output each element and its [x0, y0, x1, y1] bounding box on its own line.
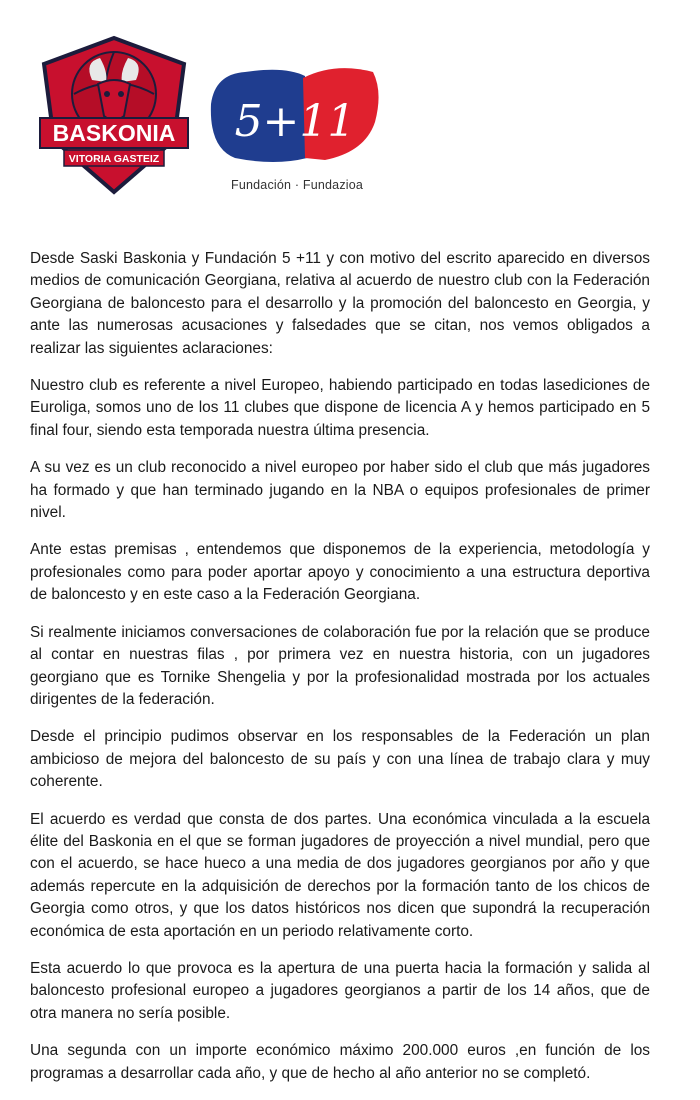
- paragraph: Nuestro club es referente a nivel Europeo, habiendo participado en todas lasediciones de Euroliga, somos uno de los 11 clubes que dispone de licencia A y hemos participado en 5 final four, siendo esta temporada nuestra última presencia.: [30, 377, 650, 439]
- fundacion-mark: 5+11: [234, 96, 356, 147]
- baskonia-city: VITORIA GASTEIZ: [68, 153, 160, 165]
- baskonia-logo: [34, 32, 194, 202]
- paragraph: Si realmente iniciamos conversaciones de colaboración fue por la relación que se produce al contar en nuestras filas , por primera vez en nuestra historia, con un jugadores georgiano que es Tornike Shengelia y por la profesionalidad mostrada por los actuales dirigentes de la federación.: [30, 623, 650, 708]
- paragraph: Desde el principio pudimos observar en los responsables de la Federación un plan ambicioso de mejora del baloncesto de su país y con una línea de trabajo clara y muy coherente.: [30, 728, 650, 791]
- paragraph: A su vez es un club reconocido a nivel europeo por haber sido el club que más jugadores ha formado y que han terminado jugando en la NBA o equipos profesionales de primer nivel.: [30, 459, 650, 522]
- letter-body: [30, 248, 650, 1100]
- paragraph: Ante estas premisas , entendemos que disponemos de la experiencia, metodología y profesionales como para poder aportar apoyo y conocimiento a una estructura deportiva de baloncesto y en este caso a la Federación Georgiana.: [30, 541, 650, 604]
- baskonia-wordmark: BASKONIA: [52, 120, 176, 146]
- paragraph: Desde Saski Baskonia y Fundación 5 +11 y con motivo del escrito aparecido en diversos medios de comunicación Georgiana, relativa al acuerdo de nuestro club con la Federación Georgiana de baloncesto para el desarrollo y la promoción del baloncesto en Georgia, y ante las numerosas acusaciones y falsedades que se citan, nos vemos obligados a realizar las siguientes aclaraciones:: [30, 250, 650, 357]
- paragraph: Esta acuerdo lo que provoca es la apertura de una puerta hacia la formación y salida al baloncesto profesional europeo a jugadores georgianos a partir de los 14 años, que de otra manera no sería posible.: [30, 959, 650, 1022]
- paragraph: El acuerdo es verdad que consta de dos partes. Una económica vinculada a la escuela élite del Baskonia en el que se forman jugadores de proyección a nivel mundial, pero que con el acuerdo, se hace hueco a una media de dos jugadores georgianos por año y que además repercute en la adquisición de derechos por la formación tanto de los chicos de Georgia como otros, y que los datos históricos nos dicen que supondrá la recuperación económica de esta aportación en un periodo relativamente corto.: [30, 810, 650, 940]
- paragraph: Una segunda con un importe económico máximo 200.000 euros ,en función de los programas a desarrollar cada año, y que de hecho al año anterior no se completó.: [30, 1042, 650, 1082]
- fundacion-caption: Fundación · Fundazioa: [231, 178, 364, 192]
- fundacion-511-logo: [205, 62, 385, 202]
